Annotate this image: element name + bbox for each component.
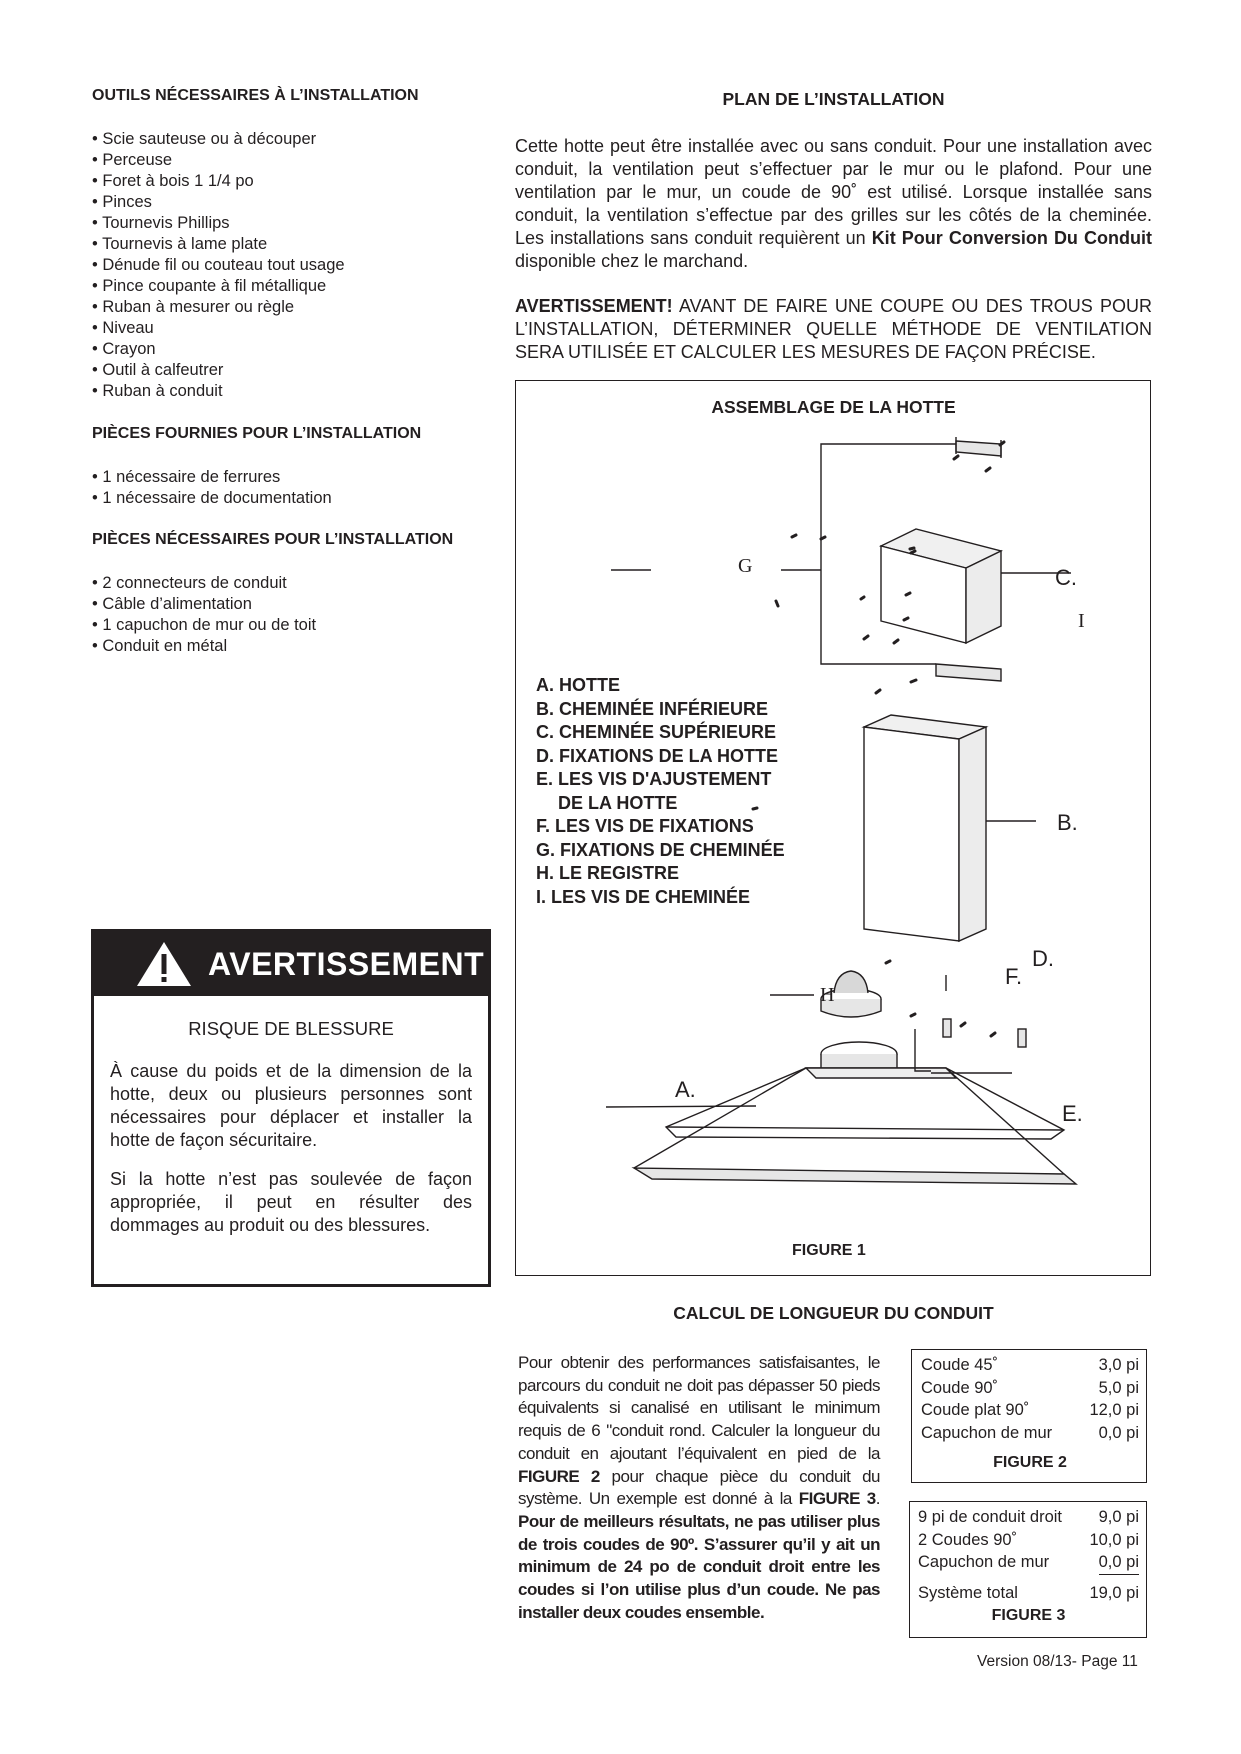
- kit-name: Kit Pour Conversion Du Conduit: [871, 228, 1152, 248]
- list-item: • Ruban à mesurer ou règle: [92, 297, 345, 318]
- supplied-list: [92, 467, 332, 509]
- figure-3-table: [909, 1501, 1147, 1638]
- callout-i: I: [1078, 610, 1085, 632]
- list-item: • Outil à calfeutrer: [92, 360, 345, 381]
- legend-item: G. FIXATIONS DE CHEMINÉE: [536, 839, 785, 860]
- legend-item: F. LES VIS DE FIXATIONS: [536, 816, 754, 836]
- legend-item: DE LA HOTTE: [558, 792, 678, 813]
- table-row: Capuchon de mur 0,0 pi: [918, 1551, 1139, 1575]
- legend-item: H. LE REGISTRE: [536, 863, 680, 883]
- callout-h: H: [820, 984, 835, 1006]
- callout-b: B.: [1057, 810, 1078, 835]
- tools-list: [92, 129, 345, 402]
- table-row: Coude 90˚ 5,0 pi: [921, 1378, 1139, 1397]
- list-item: • 1 nécessaire de documentation: [92, 488, 332, 509]
- callout-c: C.: [1055, 565, 1077, 590]
- list-item: • 1 nécessaire de ferrures: [92, 467, 332, 488]
- figure-2-table: [911, 1349, 1147, 1483]
- figure-3-caption: FIGURE 3: [991, 1607, 1066, 1624]
- legend-item: C. CHEMINÉE SUPÉRIEURE: [536, 722, 777, 742]
- list-item: • Pince coupante à fil métallique: [92, 276, 345, 297]
- table-row: Coude 45˚ 3,0 pi: [921, 1356, 1139, 1374]
- list-item: • 1 capuchon de mur ou de toit: [92, 615, 316, 636]
- supplied-heading: PIÈCES FOURNIES POUR L’INSTALLATION: [92, 425, 422, 442]
- page-footer: Version 08/13- Page 11: [977, 1653, 1138, 1670]
- list-item: • Scie sauteuse ou à découper: [92, 129, 345, 150]
- legend-item: E. LES VIS D'AJUSTEMENT: [536, 769, 772, 789]
- warning-header: [94, 932, 488, 996]
- plan-paragraph: Cette hotte peut être installée avec ou sans conduit. Pour une installation avec conduit, la ventilation peut s’effectuer par le mur ou le plafond. Pour une ventilation par le mur, un coude de 90˚ est utilisé. Lorsque installée sans conduit, la ventilation s’effectue par des grilles sur les côtés de la cheminée. Les installations sans conduit requièrent un Kit Pour Conversion Du Conduit disponible chez le marchand.: [515, 136, 1152, 271]
- warning-title: AVERTISSEMENT: [208, 945, 485, 982]
- required-list: [92, 573, 316, 657]
- plan-warning-label: AVERTISSEMENT!: [515, 296, 673, 316]
- list-item: • Perceuse: [92, 150, 345, 171]
- figure-2-caption: FIGURE 2: [993, 1454, 1067, 1471]
- figure-1-title: ASSEMBLAGE DE LA HOTTE: [711, 397, 956, 417]
- callout-f: F.: [1005, 964, 1023, 989]
- table-row: Coude plat 90˚ 12,0 pi: [921, 1401, 1139, 1419]
- callout-a: A.: [675, 1077, 696, 1102]
- list-item: • Tournevis à lame plate: [92, 234, 345, 255]
- list-item: • 2 connecteurs de conduit: [92, 573, 316, 594]
- list-item: • Niveau: [92, 318, 345, 339]
- legend-item: B. CHEMINÉE INFÉRIEURE: [536, 698, 769, 719]
- list-item: • Ruban à conduit: [92, 381, 345, 402]
- calc-heading: CALCUL DE LONGUEUR DU CONDUIT: [673, 1303, 994, 1323]
- callout-d: D.: [1032, 946, 1054, 971]
- list-item: • Tournevis Phillips: [92, 213, 345, 234]
- list-item: • Conduit en métal: [92, 636, 316, 657]
- calc-paragraph: Pour obtenir des performances satisfaisantes, le parcours du conduit ne doit pas dépasser 50 pieds équivalents si canalisé en utilisant le minimum requis de 6 "conduit rond. Calculer la longueur du conduit en ajoutant l’équivalent en pied de la FIGURE 2 pour chaque pièce du conduit du système. Un exemple est donné à la FIGURE 3. Pour de meilleurs résultats, ne pas utiliser plus de trois coudes de 90º. S’assurer qu’il y ait un minimum de 24 po de conduit droit entre les coudes si l’on utilise plus d’un coude. Ne pas installer deux coudes ensemble.: [518, 1353, 880, 1622]
- list-item: • Foret à bois 1 1/4 po: [92, 171, 345, 192]
- list-item: • Pinces: [92, 192, 345, 213]
- table-row: Capuchon de mur 0,0 pi: [921, 1423, 1139, 1442]
- warning-triangle-icon: [134, 939, 194, 989]
- list-item: • Dénude fil ou couteau tout usage: [92, 255, 345, 276]
- plan-heading: PLAN DE L’INSTALLATION: [722, 89, 945, 109]
- warning-paragraph-2: Si la hotte n’est pas soulevée de façon appropriée, il peut en résulter des dommages au produit ou des blessures.: [110, 1169, 472, 1235]
- callout-e: E.: [1062, 1101, 1083, 1126]
- table-total-row: Système total 19,0 pi: [918, 1583, 1139, 1602]
- list-item: • Câble d’alimentation: [92, 594, 316, 615]
- tools-heading: OUTILS NÉCESSAIRES À L’INSTALLATION: [92, 87, 419, 104]
- callout-g: G: [738, 555, 753, 577]
- required-heading: PIÈCES NÉCESSAIRES POUR L’INSTALLATION: [92, 531, 454, 548]
- figure-1-caption: FIGURE 1: [792, 1242, 866, 1259]
- warning-box: [91, 929, 491, 1287]
- legend-item: I. LES VIS DE CHEMINÉE: [536, 886, 751, 907]
- figure-1-legend: [536, 674, 785, 909]
- list-item: • Crayon: [92, 339, 345, 360]
- table-row: 2 Coudes 90˚ 10,0 pi: [918, 1530, 1139, 1549]
- warning-subtitle: RISQUE DE BLESSURE: [188, 1018, 394, 1039]
- legend-item: A. HOTTE: [536, 675, 620, 695]
- legend-item: D. FIXATIONS DE LA HOTTE: [536, 745, 778, 766]
- warning-paragraph-1: À cause du poids et de la dimension de la hotte, deux ou plusieurs personnes sont nécessaires pour déplacer et installer la hotte de façon sécuritaire.: [110, 1061, 472, 1150]
- plan-warning: AVERTISSEMENT! AVANT DE FAIRE UNE COUPE OU DES TROUS POUR L’INSTALLATION, DÉTERMINER QUELLE MÉTHODE DE VENTILATION SERA UTILISÉE ET CALCULER LES MESURES DE FAÇON PRÉCISE.: [515, 296, 1152, 362]
- table-row: 9 pi de conduit droit 9,0 pi: [918, 1508, 1139, 1526]
